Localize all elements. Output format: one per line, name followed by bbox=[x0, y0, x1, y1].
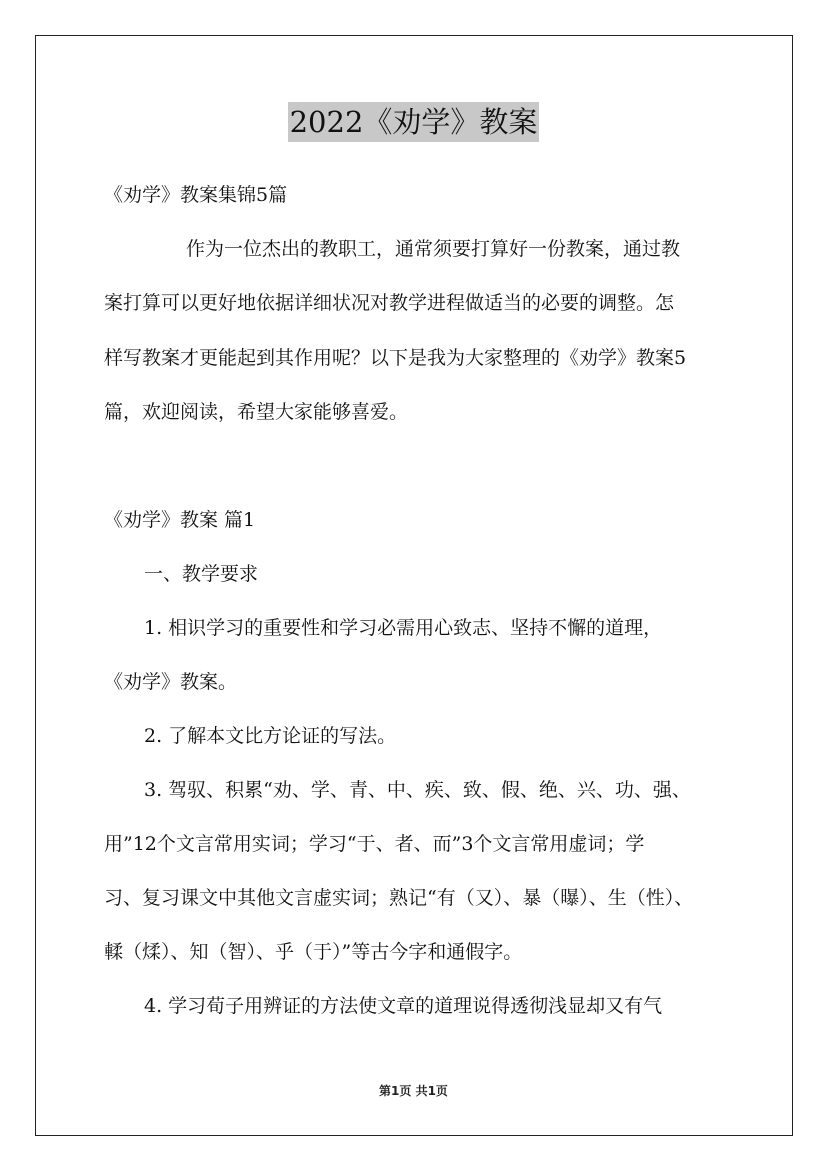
title-container bbox=[0, 102, 827, 142]
list-item-line: 2. 了解本文比方论证的写法。 bbox=[144, 725, 397, 747]
paragraph-line: 作为一位杰出的教职工，通常须要打算好一份教案，通过教 bbox=[186, 238, 681, 260]
list-item-line: 《劝学》教案。 bbox=[104, 671, 238, 693]
document-title: 2022《劝学》教案 bbox=[288, 102, 540, 142]
paragraph-line: 案打算可以更好地依据详细状况对教学进程做适当的必要的调整。怎 bbox=[104, 292, 675, 314]
list-item-line: 輮（煣）、知（智）、乎（于）”等古今字和通假字。 bbox=[104, 941, 523, 963]
subsection-heading: 一、教学要求 bbox=[144, 563, 259, 585]
list-item-line: 用”12个文言常用实词；学习“于、者、而”3个文言常用虚词；学 bbox=[104, 833, 645, 855]
section-heading: 《劝学》教案 篇1 bbox=[104, 509, 256, 531]
paragraph-line: 篇，欢迎阅读，希望大家能够喜爱。 bbox=[104, 401, 409, 423]
list-item-line: 1. 相识学习的重要性和学习必需用心致志、坚持不懈的道理， bbox=[144, 617, 663, 639]
list-item-line: 3. 驾驭、积累“劝、学、青、中、疾、致、假、绝、兴、功、强、 bbox=[144, 779, 691, 801]
list-item-line: 习、复习课文中其他文言虚实词；熟记“有（又）、暴（曝）、生（性）、 bbox=[104, 887, 694, 909]
paragraph-line: 样写教案才更能起到其作用呢？以下是我为大家整理的《劝学》教案5 bbox=[104, 347, 687, 369]
list-item-line: 4. 学习荀子用辨证的方法使文章的道理说得透彻浅显却又有气 bbox=[144, 995, 663, 1017]
page-footer: 第1页 共1页 bbox=[379, 1084, 448, 1098]
subtitle-line: 《劝学》教案集锦5篇 bbox=[104, 184, 288, 206]
